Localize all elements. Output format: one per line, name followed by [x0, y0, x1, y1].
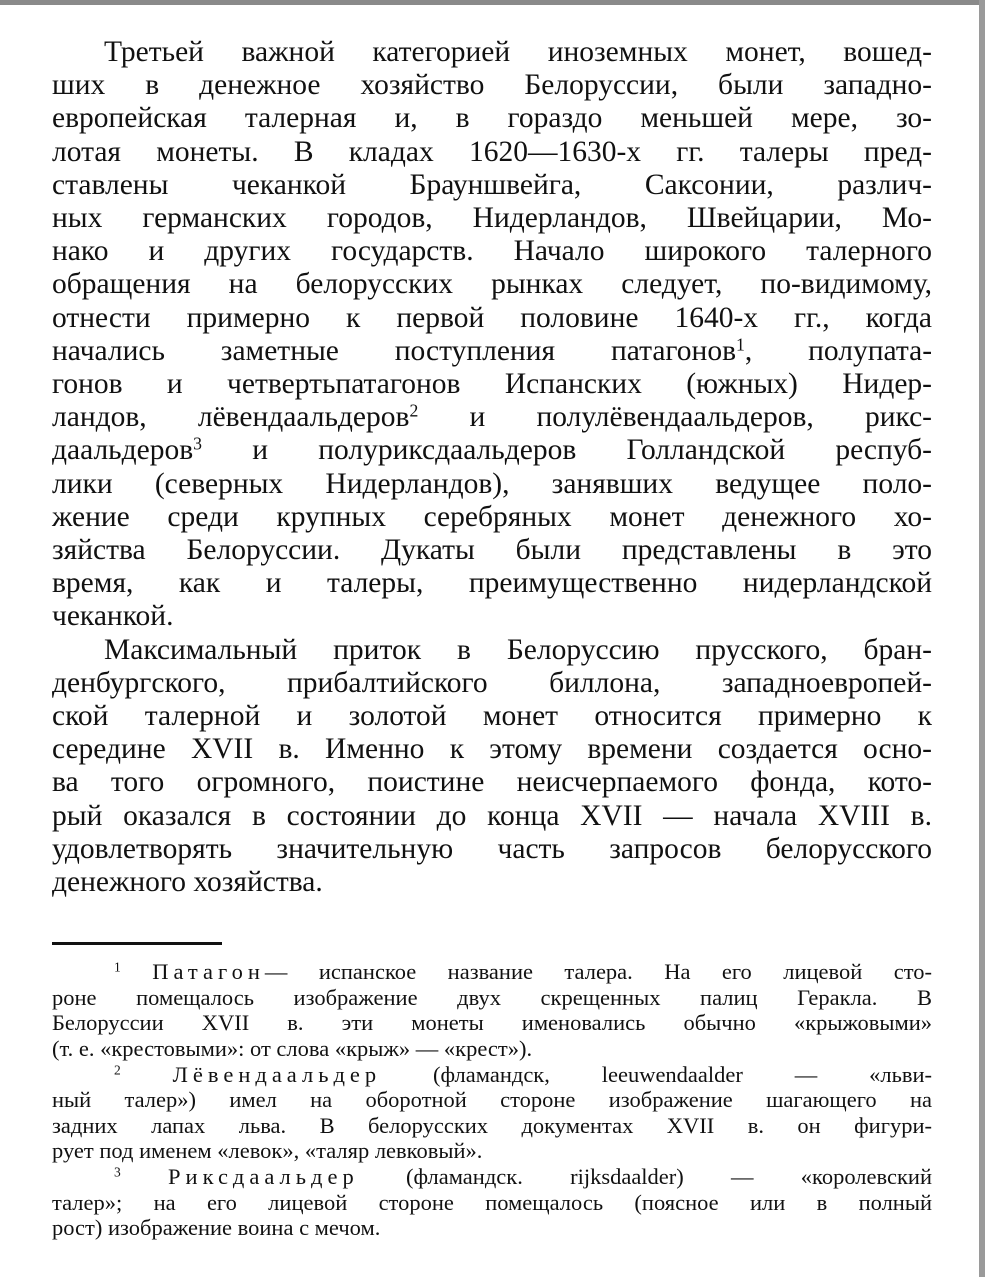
text-line: лотая монеты. В кладах 1620—1630-х гг. талеры пред-	[52, 135, 932, 168]
text-segment: (фламандск, leeuwendaalder — «льви-	[381, 1061, 932, 1087]
text-line: удовлетворять значительную часть запросов белорусского	[52, 832, 932, 865]
footnote-divider	[52, 942, 222, 945]
text-line: Максимальный приток в Белоруссию прусского, бран-	[104, 633, 932, 666]
text-line: ных германских городов, Нидерландов, Швейцарии, Мо-	[52, 202, 932, 235]
text-line: время, как и талеры, преимущественно нидерландской	[52, 567, 932, 600]
text-line: отнести примерно к первой половине 1640-х гг., когда	[52, 301, 932, 334]
text-line: денежного хозяйства.	[52, 866, 323, 899]
text-line	[52, 401, 932, 434]
footnote-marker: 1	[114, 959, 121, 975]
footnote-marker: 3	[114, 1164, 121, 1180]
paragraph-2	[52, 634, 932, 900]
text-line: рует под именем «левок», «таляр левковый».	[52, 1138, 483, 1164]
text-line: зяйства Белоруссии. Дукаты были представлены в это	[52, 534, 932, 567]
footnotes	[52, 959, 932, 1241]
text-line: европейская талерная и, в гораздо меньшей мере, зо-	[52, 102, 932, 135]
text-segment: даальдеров	[52, 434, 194, 467]
text-line: нако и других государств. Начало широкого талерного	[52, 235, 932, 268]
footnote-marker: 2	[114, 1062, 121, 1078]
text-line: жение среди крупных серебряных монет денежного хо-	[52, 500, 932, 533]
text-line: ный талер») имел на оборотной стороне изображение шагающего на	[52, 1087, 932, 1113]
text-line	[52, 1164, 932, 1190]
text-line: талер»; на его лицевой стороне помещалось (поясное или в полный	[52, 1189, 932, 1215]
text-line: задних лапах льва. В белорусских документах XVII в. он фигури-	[52, 1112, 932, 1138]
footnote-ref-1[interactable]: 1	[736, 334, 745, 355]
footnote-term: Риксдаальдер	[168, 1164, 359, 1190]
footnote-3	[52, 1164, 932, 1241]
text-line: рост) изображение воина с мечом.	[52, 1215, 381, 1241]
text-segment: и полулёвендаальдеров, рикс-	[418, 401, 933, 434]
text-line: Белоруссии XVII в. эти монеты именовались обычно «крыжовыми»	[52, 1010, 932, 1036]
window-top-edge	[0, 0, 985, 5]
text-segment: ландов, лёвендаальдеров	[52, 401, 410, 434]
scanned-page	[52, 36, 932, 1241]
footnote-term: Лёвендаальдер	[172, 1061, 382, 1087]
text-line: гонов и четвертьпатагонов Испанских (южных) Нидер-	[52, 368, 932, 401]
window-right-edge	[979, 0, 985, 1277]
text-line	[52, 434, 932, 467]
text-line: середине XVII в. Именно к этому времени создается осно-	[52, 733, 932, 766]
text-line	[52, 959, 932, 985]
text-line	[52, 1062, 932, 1088]
footnote-term: Патагон	[152, 959, 265, 985]
text-line: чеканкой.	[52, 600, 174, 633]
text-line: лики (северных Нидерландов), занявших ведущее поло-	[52, 467, 932, 500]
text-segment: , полупата-	[744, 334, 933, 367]
text-line: Третьей важной категорией иноземных монет, вошед-	[104, 36, 932, 68]
footnote-ref-3[interactable]: 3	[193, 433, 203, 454]
paragraph-1	[52, 36, 932, 634]
text-segment: (фламандск. rijksdaalder) — «королевский	[358, 1164, 932, 1190]
text-line: ших в денежное хозяйство Белоруссии, были западно-	[52, 69, 932, 102]
text-line: денбургского, прибалтийского биллона, западноевропей-	[52, 666, 932, 699]
text-line: рый оказался в состоянии до конца XVII — начала XVIII в.	[52, 799, 932, 832]
footnote-1	[52, 959, 932, 1061]
text-line: ставлены чеканкой Брауншвейга, Саксонии, различ-	[52, 168, 932, 201]
text-line: роне помещалось изображение двух скрещенных палиц Геракла. В	[52, 984, 932, 1010]
text-line: ва того огромного, поистине неисчерпаемого фонда, кото-	[52, 766, 932, 799]
text-line: (т. е. «крестовыми»: от слова «крыж» — «крест»).	[52, 1036, 533, 1062]
text-line	[52, 335, 932, 368]
footnote-ref-2[interactable]: 2	[409, 400, 419, 421]
text-segment: начались заметные поступления патагонов	[52, 334, 737, 367]
text-segment: и полуриксдаальдеров Голландской респуб-	[202, 434, 932, 467]
text-line: ской талерной и золотой монет относится примерно к	[52, 700, 932, 733]
footnote-2	[52, 1062, 932, 1164]
main-text	[52, 36, 932, 899]
text-segment: — испанское название талера. На его лицевой сто-	[264, 959, 933, 985]
text-line: обращения на белорусских рынках следует, по-видимому,	[52, 268, 932, 301]
